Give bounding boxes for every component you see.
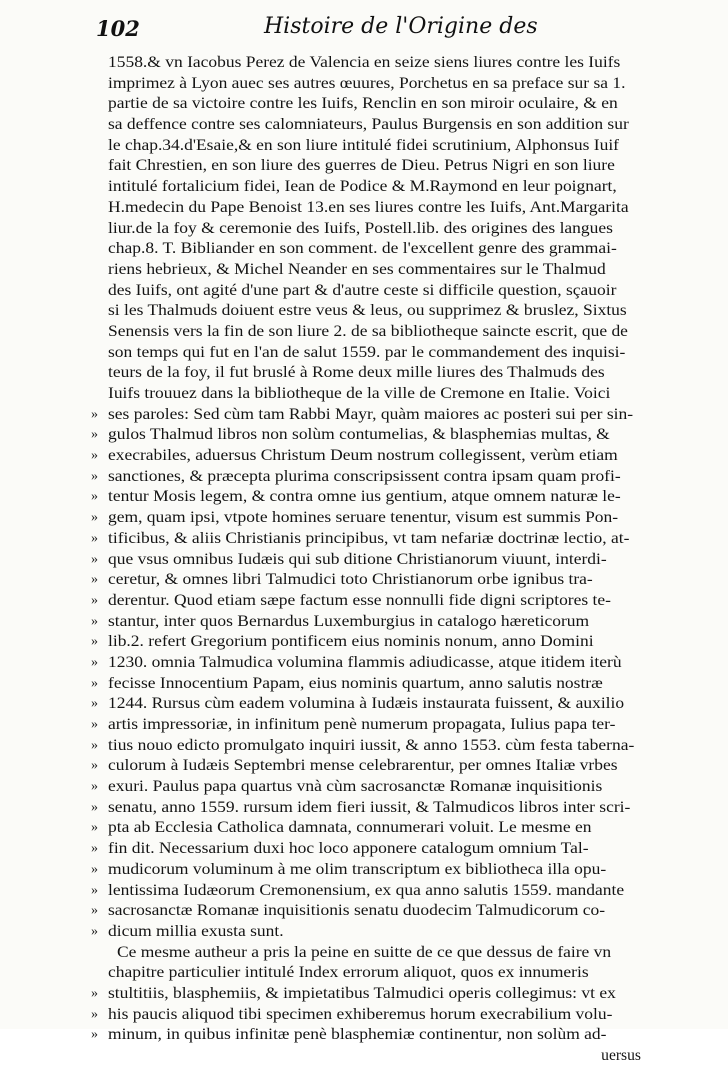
- line-text: minum, in quibus infinitæ penè blasphemiæ continentur, non solùm ad-: [108, 1026, 607, 1044]
- quotation-mark-icon: »: [91, 406, 98, 422]
- quotation-mark-icon: »: [91, 510, 98, 526]
- text-line: [108, 115, 641, 136]
- quotation-mark-icon: »: [91, 841, 98, 857]
- line-text: si les Thalmuds doiuent estre veus & leus, ou supprimez & bruslez, Sixtus: [108, 302, 627, 320]
- text-line: [91, 881, 641, 902]
- quotation-mark-icon: »: [91, 427, 98, 443]
- line-text: gem, quam ipsi, vtpote homines seruare tenentur, visum est summis Pon-: [108, 509, 619, 527]
- quotation-mark-icon: »: [91, 820, 98, 836]
- line-text: lib.2. refert Gregorium pontificem eius nominis nonum, anno Domini: [108, 633, 594, 651]
- text-line: [91, 612, 641, 633]
- quotation-mark-icon: »: [91, 654, 98, 670]
- quotation-mark-icon: »: [91, 758, 98, 774]
- quotation-mark-icon: »: [91, 903, 98, 919]
- quotation-mark-icon: »: [91, 530, 98, 546]
- line-text: Ce mesme autheur a pris la peine en suitte de ce que dessus de faire vn: [116, 943, 612, 961]
- text-line: [91, 570, 641, 591]
- text-line: [91, 632, 641, 653]
- line-text: uersus: [601, 1047, 641, 1064]
- text-line: [91, 860, 641, 881]
- text-line: [108, 198, 641, 219]
- line-text: lentissima Iudæorum Cremonensium, ex qua anno salutis 1559. mandante: [108, 881, 625, 899]
- line-text: ceretur, & omnes libri Talmudici toto Christianorum orbe ignibus tra-: [108, 571, 593, 589]
- text-line: [91, 922, 641, 943]
- line-text: chapitre particulier intitulé Index errorum aliquot, quos ex innumeris: [108, 964, 589, 982]
- text-line: [91, 839, 641, 860]
- text-line: [108, 963, 641, 984]
- line-text: tentur Mosis legem, & contra omne ius gentium, atque omnem naturæ le-: [108, 488, 621, 506]
- text-line: [91, 508, 641, 529]
- line-text: Iuifs trouuez dans la bibliotheque de la ville de Cremone en Italie. Voici: [108, 385, 611, 402]
- text-line: [91, 529, 641, 550]
- quotation-mark-icon: »: [91, 799, 98, 815]
- quotation-mark-icon: »: [91, 696, 98, 712]
- page-header: [96, 14, 641, 46]
- line-text: his paucis aliquod tibi specimen exhiberemus horum execrabilium volu-: [108, 1005, 613, 1023]
- text-line: [108, 239, 641, 260]
- text-line: [91, 694, 641, 715]
- line-text: sanctiones, & præcepta plurima conscripsissent contra ipsam quam profi-: [108, 467, 621, 485]
- text-line: [108, 384, 641, 405]
- line-text: des Iuifs, ont agité d'une part & d'autre ceste si difficile question, sçauoir: [108, 281, 617, 299]
- line-text: liur.de la foy & ceremonie des Iuifs, Postell.lib. des origines des langues: [108, 219, 613, 237]
- quotation-mark-icon: »: [91, 572, 98, 588]
- line-text: dicum millia exusta sunt.: [108, 922, 284, 940]
- text-line: [91, 467, 641, 488]
- text-line: [91, 756, 641, 777]
- quotation-mark-icon: »: [91, 985, 98, 1001]
- text-line: [91, 818, 641, 839]
- line-text: stultitiis, blasphemiis, & impietatibus Talmudici operis collegimus: vt ex: [108, 984, 616, 1002]
- text-line: [91, 653, 641, 674]
- running-title: Histoire de l'Origine des: [264, 14, 538, 39]
- text-line: [91, 446, 641, 467]
- body-text: [91, 53, 641, 1067]
- line-text: exuri. Paulus papa quartus vnà cùm sacrosanctæ Romanæ inquisitionis: [108, 778, 603, 796]
- text-line: [91, 901, 641, 922]
- text-line: [91, 405, 641, 426]
- text-line: [108, 343, 641, 364]
- quotation-mark-icon: »: [91, 634, 98, 650]
- quotation-mark-icon: »: [91, 489, 98, 505]
- line-text: sa deffence contre ses calomniateurs, Paulus Burgensis en son addition sur: [108, 116, 629, 134]
- line-text: mudicorum voluminum à me olim transcriptum ex bibliotheca illa opu-: [108, 860, 607, 878]
- quotation-mark-icon: »: [91, 613, 98, 629]
- text-line: [108, 943, 641, 964]
- text-line: [108, 74, 641, 95]
- line-text: fait Chrestien, en son liure des guerres de Dieu. Petrus Nigri en son liure: [108, 157, 615, 175]
- line-text: 1558.& vn Iacobus Perez de Valencia en seize siens liures contre les Iuifs: [108, 54, 621, 71]
- quotation-mark-icon: »: [91, 551, 98, 567]
- text-line: [108, 94, 641, 115]
- quotation-mark-icon: »: [91, 737, 98, 753]
- text-line: [108, 301, 641, 322]
- line-text: culorum à Iudæis Septembri mense celebrarentur, per omnes Italiæ vrbes: [108, 757, 618, 775]
- line-text: Senensis vers la fin de son liure 2. de sa bibliotheque saincte escrit, que de: [108, 322, 628, 340]
- quotation-mark-icon: »: [91, 592, 98, 608]
- line-text: tius nouo edicto promulgato inquiri iussit, & anno 1553. cùm festa taberna-: [108, 736, 635, 754]
- line-text: execrabiles, aduersus Christum Deum nostrum collegissent, verùm etiam: [108, 447, 618, 465]
- catchword: [108, 1046, 641, 1067]
- quotation-mark-icon: »: [91, 675, 98, 691]
- text-line: [108, 281, 641, 302]
- quotation-mark-icon: »: [91, 717, 98, 732]
- line-text: H.medecin du Pape Benoist 13.en ses liures contre les Iuifs, Ant.Margarita: [108, 198, 629, 216]
- line-text: gulos Thalmud libros non solùm contumelias, & blasphemias multas, &: [108, 426, 610, 444]
- quotation-mark-icon: »: [91, 1006, 98, 1022]
- text-line: [108, 53, 641, 74]
- text-line: [108, 322, 641, 343]
- line-text: ses paroles: Sed cùm tam Rabbi Mayr, quàm maiores ac posteri sui per sin-: [108, 405, 634, 423]
- line-text: sacrosanctæ Romanæ inquisitionis senatu duodecim Talmudicorum co-: [108, 902, 606, 920]
- quotation-mark-icon: »: [91, 882, 98, 898]
- quotation-mark-icon: »: [91, 861, 98, 877]
- text-line: [108, 260, 641, 281]
- line-text: partie de sa victoire contre les Iuifs, Renclin en son miroir oculaire, & en: [108, 95, 618, 113]
- text-line: [91, 715, 641, 736]
- text-line: [108, 177, 641, 198]
- line-text: son temps qui fut en l'an de salut 1559. par le commandement des inquisi-: [108, 343, 626, 361]
- line-text: riens hebrieux, & Michel Neander en ses commentaires sur le Thalmud: [108, 260, 606, 278]
- line-text: imprimez à Lyon auec ses autres œuures, Porchetus en sa preface sur sa 1.: [108, 74, 626, 92]
- quotation-mark-icon: »: [91, 779, 98, 795]
- line-text: stantur, inter quos Bernardus Luxemburgius in catalogo hæreticorum: [108, 612, 590, 630]
- text-line: [108, 156, 641, 177]
- line-text: artis impressoriæ, in infinitum penè numerum propagata, Iulius papa ter-: [108, 716, 616, 733]
- text-line: [91, 674, 641, 695]
- quotation-mark-icon: »: [91, 1027, 98, 1043]
- line-text: le chap.34.d'Esaie,& en son liure intitulé fidei scrutinium, Alphonsus Iuif: [108, 136, 619, 154]
- line-text: tificibus, & aliis Christianis principibus, vt tam nefariæ doctrinæ lectio, at-: [108, 529, 630, 547]
- line-text: intitulé fortalicium fidei, Iean de Podice & M.Raymond en leur poignart,: [108, 178, 617, 196]
- line-text: senatu, anno 1559. rursum idem fieri iussit, & Talmudicos libros inter scri-: [108, 798, 631, 816]
- line-text: teurs de la foy, il fut bruslé à Rome deux mille liures des Thalmuds des: [108, 364, 605, 382]
- line-text: 1244. Rursus cùm eadem volumina à Iudæis instaurata fuissent, & auxilio: [108, 695, 625, 713]
- quotation-mark-icon: »: [91, 468, 98, 484]
- line-text: pta ab Ecclesia Catholica damnata, connumerari voluit. Le mesme en: [108, 819, 592, 837]
- text-line: [91, 591, 641, 612]
- quotation-mark-icon: »: [91, 923, 98, 939]
- line-text: fin dit. Necessarium duxi hoc loco apponere catalogum omnium Tal-: [108, 840, 589, 858]
- text-line: [91, 777, 641, 798]
- text-line: [91, 1025, 641, 1046]
- line-text: chap.8. T. Bibliander en son comment. de l'excellent genre des grammai-: [108, 240, 617, 258]
- page-number: 102: [96, 16, 140, 41]
- line-text: fecisse Innocentium Papam, eius nominis quartum, anno salutis nostræ: [108, 674, 603, 692]
- line-text: 1230. omnia Talmudica volumina flammis adiudicasse, atque itidem iterù: [108, 653, 622, 671]
- text-line: [91, 425, 641, 446]
- text-line: [91, 487, 641, 508]
- text-line: [108, 219, 641, 240]
- line-text: que vsus omnibus Iudæis qui sub ditione Christianorum viuunt, interdi-: [108, 550, 607, 568]
- text-line: [91, 550, 641, 571]
- text-line: [108, 363, 641, 384]
- text-line: [91, 1005, 641, 1026]
- line-text: derentur. Quod etiam sæpe factum esse nonnulli fide digni scriptores te-: [108, 591, 611, 609]
- text-line: [108, 136, 641, 157]
- text-line: [91, 984, 641, 1005]
- text-line: [91, 736, 641, 757]
- quotation-mark-icon: »: [91, 448, 98, 464]
- text-line: [91, 798, 641, 819]
